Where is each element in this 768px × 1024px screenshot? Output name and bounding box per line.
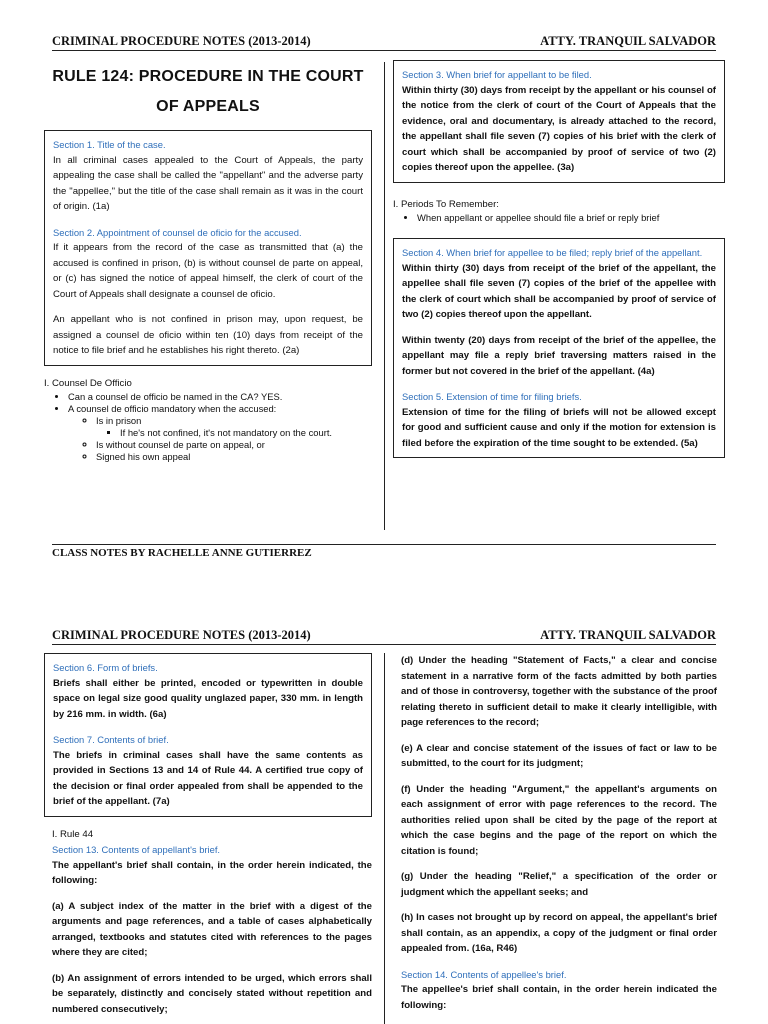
header-rule-2 [52,644,716,645]
sec2-title: Section 2. Appointment of counsel de oficio for the accused. [53,226,302,238]
header-right: ATTY. TRANQUIL SALVADOR [540,34,716,48]
sec4-text-2: Within twenty (20) days from receipt of the brief of the appellee, the appellant may file a reply brief traversing matters raised in the former but not covered in the brief of the appellant. (4a) [402,334,716,377]
note1-heading: I. Counsel De Officio [44,377,132,389]
sec6-title: Section 6. Form of briefs. [53,662,158,673]
note1-subsub-1: ▪ If he's not confined, it's not mandatory on the court. [120,427,372,439]
note2-list [393,212,725,224]
page-2 [0,615,768,1024]
note1-sub-1: ◦ Is in prison ▪ If he's not confined, it's not mandatory on the court. [96,415,372,439]
rule-box-3 [393,238,725,458]
rule-title [44,62,372,122]
sec2-text-2: An appellant who is not confined in prison may, upon request, be assigned a counsel de oficio within ten (10) days from receipt of the notice to file brief and he establishes his right thereto. (2a) [53,314,363,356]
note2-heading: I. Periods To Remember: [393,198,499,210]
sec14-intro: The appellee's brief shall contain, in the order herein indicated the following: [401,984,717,1011]
header-rule [52,50,716,51]
sec1-title: Section 1. Title of the case. [53,139,166,150]
page-header [52,34,716,54]
sec4-text-1: Within thirty (30) days from receipt of the brief of the appellant, the appellee shall file seven (7) copies of the brief of the appellee with the clerk of court which shall be accompanied by proof of service of two (2) copies thereof upon the appellant. [402,262,716,320]
item-g: (g) Under the heading "Relief," a specification of the order or judgment which the appellant seeks; and [401,871,717,898]
sec4-title: Section 4. When brief for appellee to be filed; reply brief of the appellant. [402,247,703,258]
note1-list [44,391,372,463]
title-line-1: RULE 124: PROCEDURE IN THE COURT [52,68,364,85]
rule44-heading: I. Rule 44 [52,828,94,840]
title-line-2: OF APPEALS [156,98,260,115]
column-divider [384,62,385,530]
item-d: (d) Under the heading "Statement of Facts," a clear and concise statement in a narrative form of the facts admitted by both parties and of those in controversy, together with the substance of the proof relating thereto in sufficient detail to make it clearly intelligible, with page references to the record; [401,655,717,728]
sec2-text-1: If it appears from the record of the case as transmitted that (a) the accused is confined in prison, (b) is without counsel de parte on appeal, or (c) has signed the notice of appeal himself, the clerk of court of the Court of Appeals shall designate a counsel de oficio. [53,242,363,300]
sec5-title: Section 5. Extension of time for filing briefs. [402,391,582,402]
column-divider-2 [384,653,385,1024]
left-column [44,62,372,463]
note1-bullet-1: • Can a counsel de officio be named in the CA? YES. [68,391,372,403]
header-left: CRIMINAL PROCEDURE NOTES (2013-2014) [52,34,311,48]
sec7-title: Section 7. Contents of brief. [53,734,169,745]
right-column [393,60,725,458]
page-footer: CLASS NOTES BY RACHELLE ANNE GUTIERREZ [52,547,312,559]
item-h: (h) In cases not brought up by record on appeal, the appellant's brief shall contain, as an appendix, a copy of the judgment or final order appealed from. (16a, R46) [401,912,717,954]
sec3-title: Section 3. When brief for appellant to be filed. [402,69,592,80]
sec13-title: Section 13. Contents of appellant's brief. [52,844,221,855]
sec3-text: Within thirty (30) days from receipt by the appellant or his counsel of the notice from the clerk of court of the Court of Appeals that the evidence, oral and documentary, is already attached to the record, the appellant shall file seven (7) copies of his brief with the clerk of court which shall be accompanied by proof of service of two (2) copies thereof upon the appellee. (3a) [402,84,716,173]
rule-box-2 [393,60,725,183]
sec13-intro: The appellant's brief shall contain, in the order herein indicated, the following: [52,859,372,886]
header-right-2: ATTY. TRANQUIL SALVADOR [540,628,716,642]
note1-sub-2: ◦ Is without counsel de parte on appeal, or [96,439,372,451]
footer-rule [52,544,716,545]
rule-box-4 [44,653,372,817]
note2-bullet-1: • When appellant or appellee should file a brief or reply brief [417,212,725,224]
page-header-2 [52,628,716,648]
rule-box-1 [44,130,372,366]
sec7-text: The briefs in criminal cases shall have the same contents as provided in Sections 13 and 14 of Rule 44. A certified true copy of the decision or final order appealed from shall be appended to the brief of the appellant. (7a) [53,749,363,807]
p2-right-column [393,653,725,1013]
sec6-text: Briefs shall either be printed, encoded or typewritten in double space on legal size good quality unglazed paper, 330 mm. in length by 216 mm. in width. (6a) [53,677,363,720]
sec14-title: Section 14. Contents of appellee's brief. [401,968,567,980]
item-e: (e) A clear and concise statement of the issues of fact or law to be submitted, to the court for its judgment; [401,742,717,769]
header-left-2: CRIMINAL PROCEDURE NOTES (2013-2014) [52,628,311,642]
sec5-text: Extension of time for the filing of briefs will not be allowed except for good and sufficient cause and only if the motion for extension is filed before the expiration of the time sought to be extended. (5a) [402,406,716,449]
sec1-text: In all criminal cases appealed to the Court of Appeals, the party appealing the case shall be called the "appellant" and the adverse party the "appellee," but the title of the case shall remain as it was in the court of origin. (1a) [53,154,363,212]
note1-bullet-2: • A counsel de officio mandatory when the accused: ◦ Is in prison ▪ If he's not confined, it's not mandatory on the court. ◦ Is without counsel de parte on appeal, or ◦ Signed his own appeal [68,403,372,463]
note1-sub-3: ◦ Signed his own appeal [96,451,372,463]
item-a: (a) A subject index of the matter in the brief with a digest of the arguments and page references, and a table of cases alphabetically arranged, textbooks and statutes cited with references to the pages where they are cited; [52,900,372,958]
p2-left-column [44,653,372,1017]
item-b: (b) An assignment of errors intended to be urged, which errors shall be separately, distinctly and concisely stated without repetition and numbered consecutively; [52,972,372,1015]
item-f: (f) Under the heading "Argument," the appellant's arguments on each assignment of error with page references to the record. The authorities relied upon shall be cited by the page of the report at which the case begins and the page of the report on which the citation is found; [401,783,717,857]
